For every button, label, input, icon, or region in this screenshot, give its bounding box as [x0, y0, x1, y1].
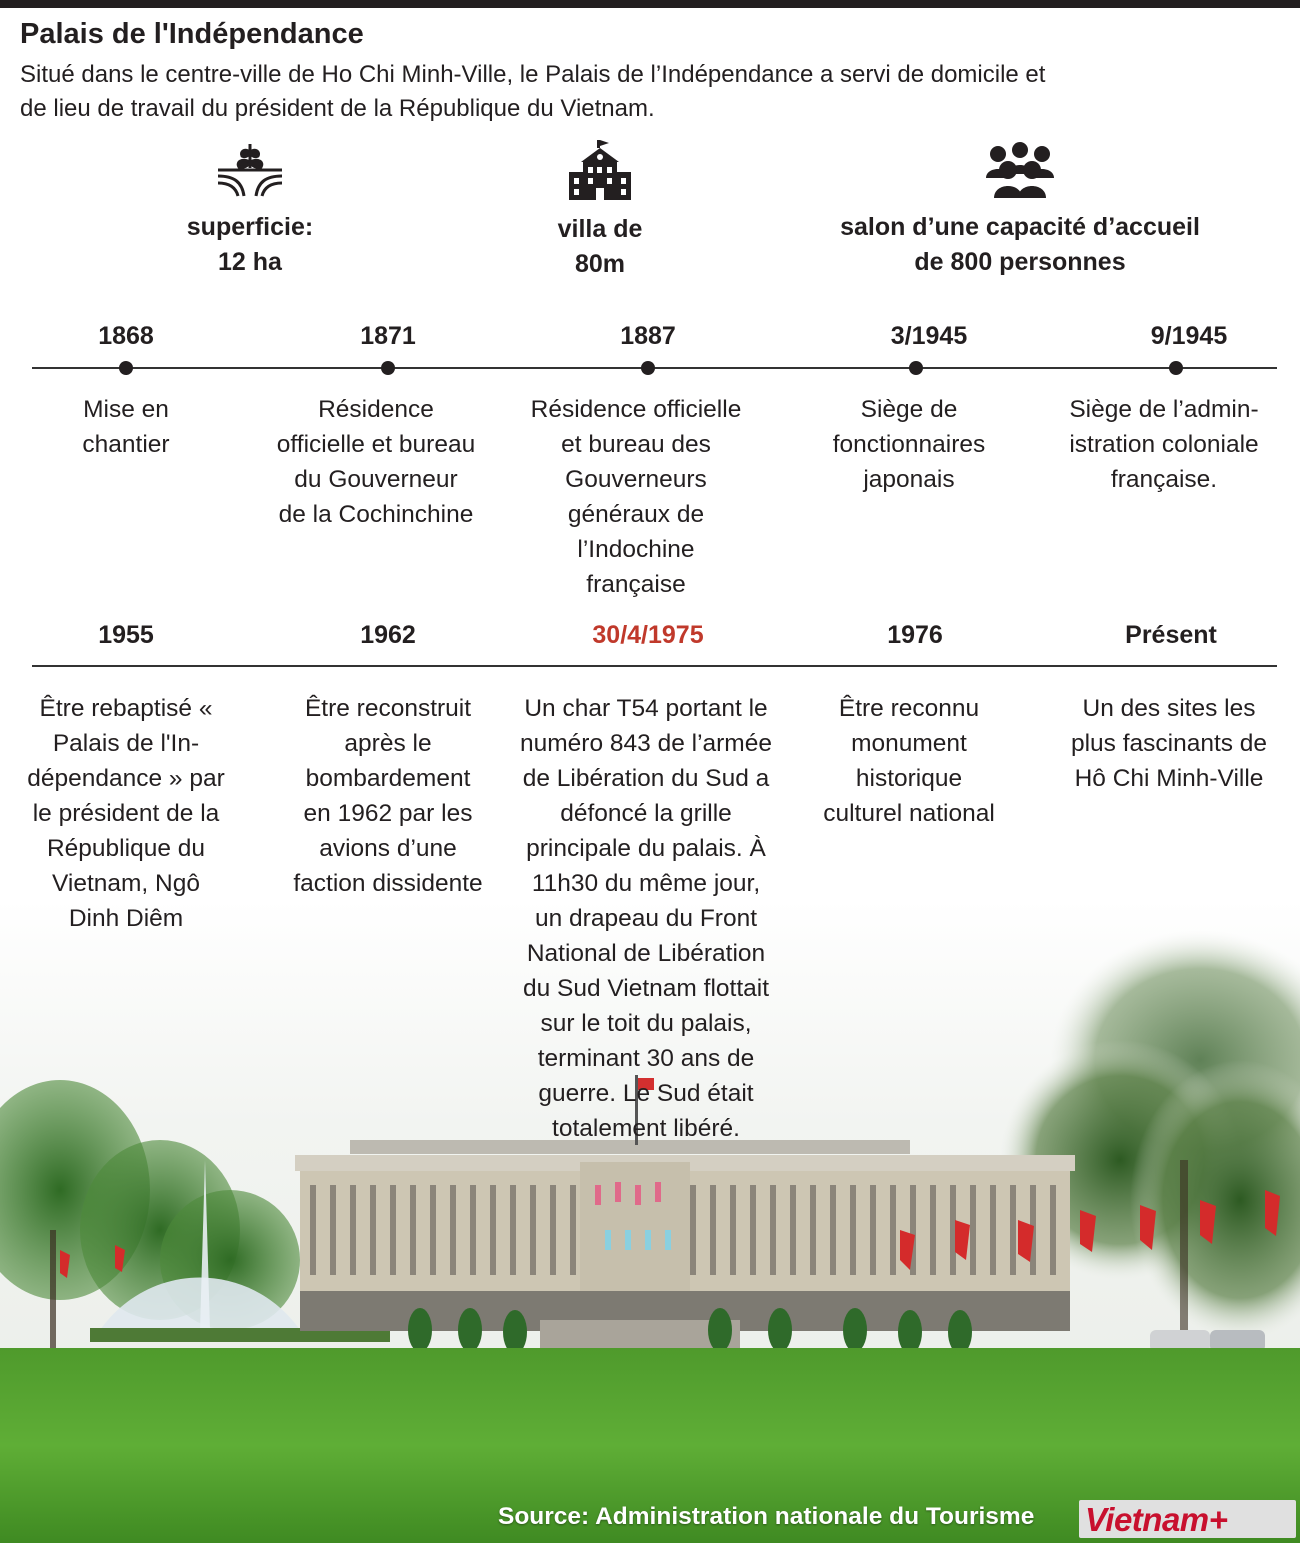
event-line: terminant 30 ans de: [537, 1045, 755, 1072]
event-line: Résidence officielle: [530, 396, 742, 423]
timeline-dot: [1169, 361, 1183, 375]
event-line: et bureau des: [561, 431, 711, 458]
event-line: numéro 843 de l’armée: [520, 730, 772, 757]
event-line: un drapeau du Front: [534, 905, 758, 932]
stat-area-label: [150, 210, 350, 280]
event-line: plus fascinants de: [1070, 730, 1268, 757]
event-line: Gouverneurs: [565, 466, 707, 493]
event-line: Vietnam, Ngô: [52, 870, 200, 897]
building-icon: [567, 140, 633, 200]
event-line: du Gouverneur: [294, 466, 458, 493]
timeline-dot: [641, 361, 655, 375]
event-line: principale du palais. À: [526, 835, 766, 862]
event-line: l’Indochine: [577, 536, 695, 563]
timeline-year: 9/1945: [1150, 322, 1228, 350]
event-line: chantier: [82, 431, 170, 458]
stat-villa-line-2: 80m: [574, 250, 626, 278]
timeline-event-1887: [506, 392, 766, 602]
event-line: du Sud Vietnam flottait: [522, 975, 770, 1002]
event-line: 11h30 du même jour,: [531, 870, 761, 897]
event-line: en 1962 par les: [303, 800, 473, 827]
event-line: officielle et bureau: [276, 431, 476, 458]
event-line: Être reconstruit: [304, 695, 472, 722]
stat-area-line-1: superficie:: [186, 213, 314, 241]
event-line: française.: [1110, 466, 1218, 493]
intro-line-1: Situé dans le centre-ville de Ho Chi Minh-Ville, le Palais de l’Indépendance a servi de domicile et: [20, 61, 1046, 88]
event-line: monument: [851, 730, 967, 757]
event-line: totalement libéré.: [552, 1115, 740, 1142]
stat-salon: [820, 140, 1220, 280]
stat-salon-line-1: salon d’une capacité d’accueil: [840, 213, 1200, 241]
event-line: Siège de: [860, 396, 958, 423]
timeline-event-1871: [256, 392, 496, 532]
people-group-icon: [984, 140, 1056, 198]
timeline-dot: [381, 361, 395, 375]
stat-salon-label: [820, 210, 1220, 280]
stat-villa-label: [500, 212, 700, 282]
event-line: japonais: [863, 466, 955, 493]
event-line: défoncé la grille: [560, 800, 732, 827]
stat-salon-line-2: de 800 personnes: [914, 248, 1126, 276]
timeline-year: 3/1945: [890, 322, 968, 350]
timeline-year: 1887: [620, 322, 676, 350]
timeline-year: 1976: [887, 621, 943, 649]
event-line: de Libération du Sud a: [522, 765, 770, 792]
event-line: culturel national: [823, 800, 995, 827]
event-line: généraux de: [567, 501, 705, 528]
event-line: Hô Chi Minh-Ville: [1074, 765, 1264, 792]
top-bar: [0, 0, 1300, 8]
timeline-event-1976: [799, 691, 1019, 831]
timeline-year: 1871: [360, 322, 416, 350]
event-line: guerre. Le Sud était: [538, 1080, 754, 1107]
event-line: République du: [46, 835, 206, 862]
timeline-event-1868: [16, 392, 236, 462]
intro-text: [20, 58, 1220, 126]
event-line: sur le toit du palais,: [540, 1010, 752, 1037]
timeline-event-3-1945: [799, 392, 1019, 497]
timeline-event-1962: [273, 691, 503, 901]
timeline-year: Présent: [1125, 621, 1217, 649]
logo-text: Vietnam+: [1085, 1501, 1228, 1538]
stat-villa: [500, 140, 700, 282]
event-line: après le: [344, 730, 432, 757]
timeline-event-present: [1049, 691, 1289, 796]
source-credit: Source: Administration nationale du Tourisme: [498, 1503, 1035, 1530]
event-line: Mise en: [83, 396, 169, 423]
event-line: historique: [855, 765, 963, 792]
event-line: bombardement: [305, 765, 471, 792]
event-line: Être reconnu: [838, 695, 980, 722]
event-line: avions d’une: [319, 835, 457, 862]
event-line: faction dissidente: [293, 870, 483, 897]
event-line: française: [586, 571, 686, 598]
page-title: Palais de l'Indépendance: [20, 18, 364, 50]
timeline-event-1955: [6, 691, 246, 936]
timeline-event-9-1945: [1044, 392, 1284, 497]
event-line: Siège de l’admin-: [1069, 396, 1259, 423]
event-line: Résidence: [318, 396, 434, 423]
event-line: National de Libération: [526, 940, 766, 967]
event-line: fonctionnaires: [832, 431, 986, 458]
event-line: de la Cochinchine: [278, 501, 474, 528]
event-line: dépendance » par: [27, 765, 225, 792]
timeline-dot: [119, 361, 133, 375]
timeline-dot: [909, 361, 923, 375]
intro-line-2: de lieu de travail du président de la République du Vietnam.: [20, 95, 655, 122]
timeline-year-highlight: 30/4/1975: [592, 621, 704, 649]
stat-area: [150, 140, 350, 280]
stat-villa-line-1: villa de: [557, 215, 643, 243]
event-line: le président de la: [32, 800, 220, 827]
event-line: Palais de l'In-: [52, 730, 200, 757]
timeline-event-30-4-1975: [498, 691, 794, 1146]
vietnamplus-logo[interactable]: [1079, 1500, 1296, 1538]
event-line: Être rebaptisé «: [39, 695, 213, 722]
land-plant-icon: [214, 140, 286, 198]
event-line: Dinh Diêm: [68, 905, 184, 932]
timeline-year: 1962: [360, 621, 416, 649]
timeline-year: 1955: [98, 621, 154, 649]
timeline-line: [32, 665, 1277, 667]
stat-area-line-2: 12 ha: [218, 248, 282, 276]
event-line: Un des sites les: [1082, 695, 1256, 722]
event-line: Un char T54 portant le: [524, 695, 768, 722]
timeline-year: 1868: [98, 322, 154, 350]
event-line: istration coloniale: [1069, 431, 1259, 458]
